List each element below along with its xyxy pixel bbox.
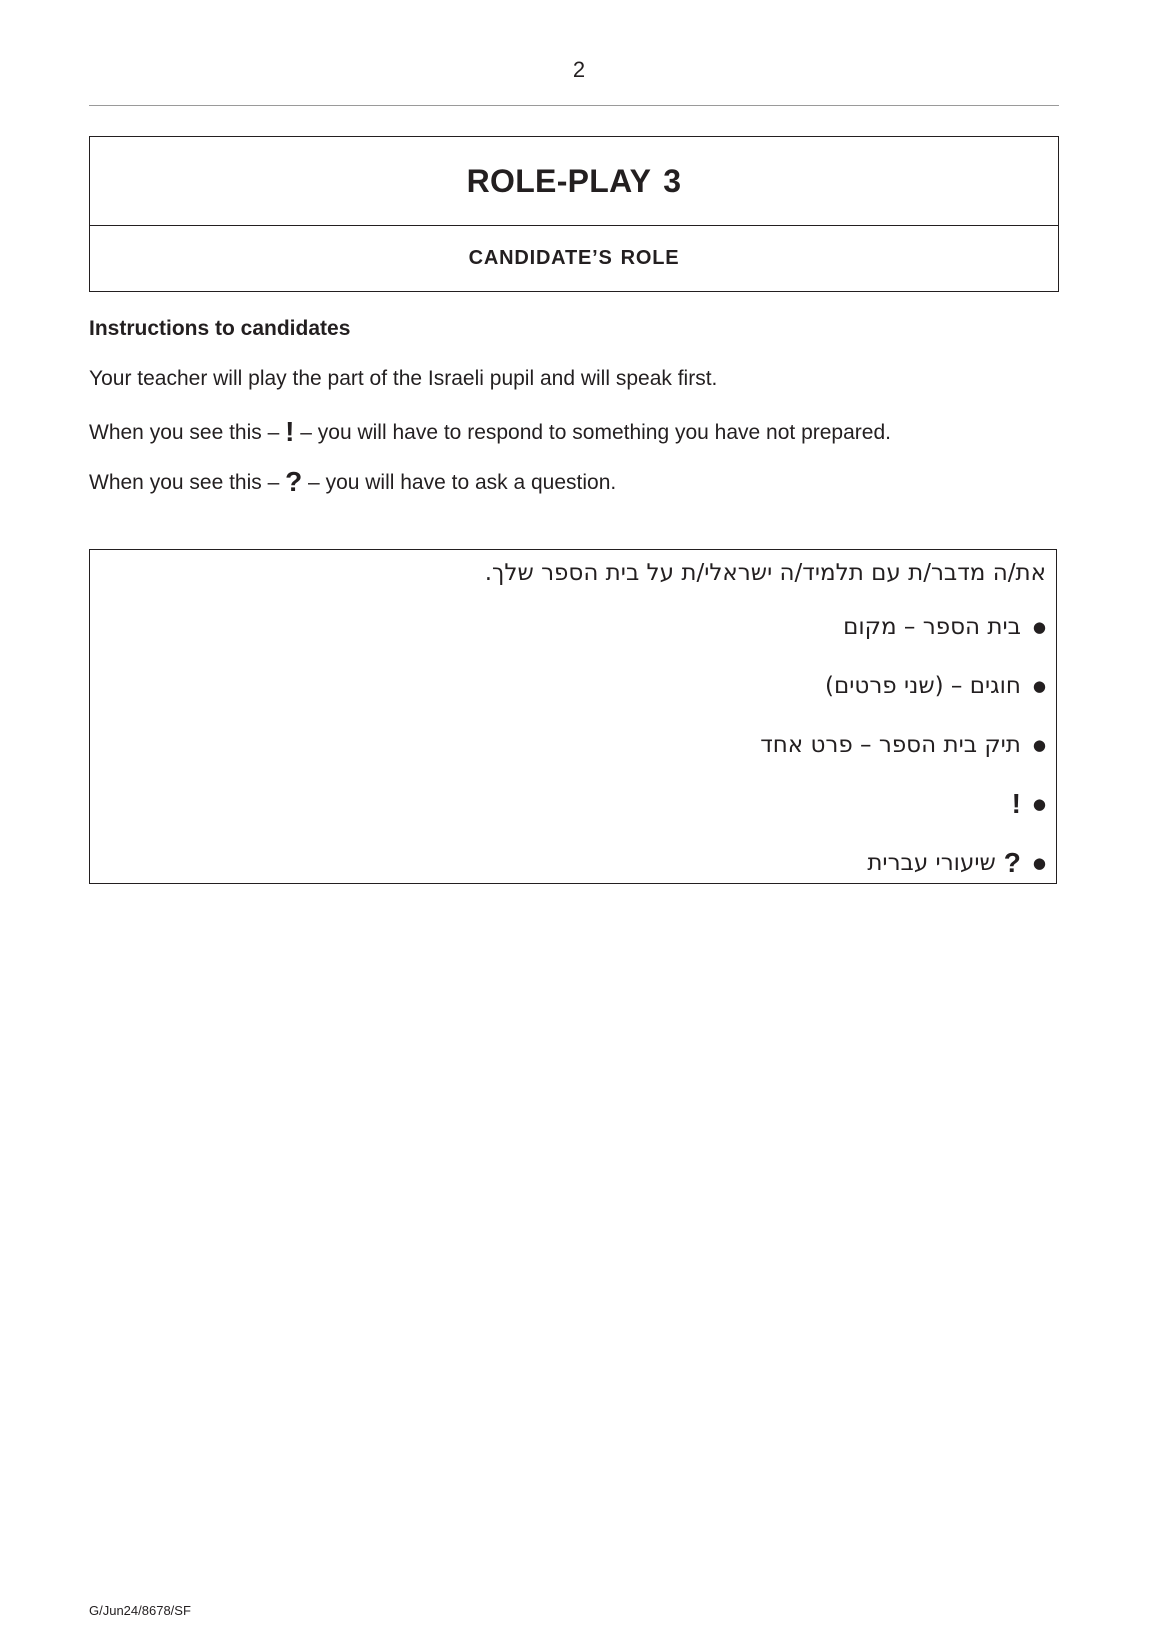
instruction-line-3-start: When you see this –	[89, 471, 286, 494]
instruction-line-2-end: – you will have to respond to something you have not prepared.	[294, 421, 891, 444]
bullet-dot-icon: ●	[1032, 736, 1046, 754]
task-bullet-text: תיק בית הספר – פרט אחד	[760, 732, 1021, 758]
unprepared-symbol: !	[1011, 788, 1021, 819]
footer-code: G/Jun24/8678/SF	[89, 1603, 191, 1618]
role-play-number: 3	[663, 162, 682, 199]
header-divider	[89, 105, 1059, 106]
candidate-role-label	[90, 225, 1058, 291]
instruction-line-3-end: – you will have to ask a question.	[302, 471, 617, 494]
role-play-title-word: ROLE-PLAY	[466, 162, 652, 199]
instruction-line-2-start: When you see this –	[89, 421, 286, 444]
task-intro: את/ה מדבר/ת עם תלמיד/ה ישראלי/ת על בית הספר שלך.	[484, 560, 1046, 586]
instruction-line-1: Your teacher will play the part of the Israeli pupil and will speak first.	[89, 367, 718, 390]
task-bullet-5	[867, 847, 1046, 879]
bullet-dot-icon: ●	[1032, 795, 1046, 813]
page-number: 2	[572, 57, 586, 82]
task-box	[89, 549, 1057, 884]
question-bullet-symbol: ?	[1003, 847, 1021, 878]
exclamation-symbol: !	[285, 416, 295, 447]
instruction-line-3	[89, 466, 616, 498]
task-bullet-text: בית הספר – מקום	[843, 614, 1021, 640]
task-bullet-3	[760, 732, 1046, 758]
task-bullet-2	[825, 673, 1046, 699]
task-bullet-text: חוגים – (שני פרטים)	[825, 673, 1021, 699]
bullet-dot-icon: ●	[1032, 618, 1046, 636]
title-box	[89, 136, 1059, 292]
bullet-dot-icon: ●	[1032, 854, 1046, 872]
bullet-dot-icon: ●	[1032, 677, 1046, 695]
task-bullet-1	[843, 614, 1046, 640]
instructions-heading: Instructions to candidates	[89, 317, 351, 340]
candidate-role-word1: CANDIDATE’S	[468, 247, 613, 269]
role-play-title	[90, 137, 1058, 225]
instruction-line-2	[89, 416, 891, 448]
candidate-role-word2: ROLE	[620, 247, 680, 269]
task-bullet-4	[1004, 788, 1046, 820]
task-bullet-text: שיעורי עברית	[867, 850, 996, 876]
question-symbol: ?	[285, 466, 303, 497]
